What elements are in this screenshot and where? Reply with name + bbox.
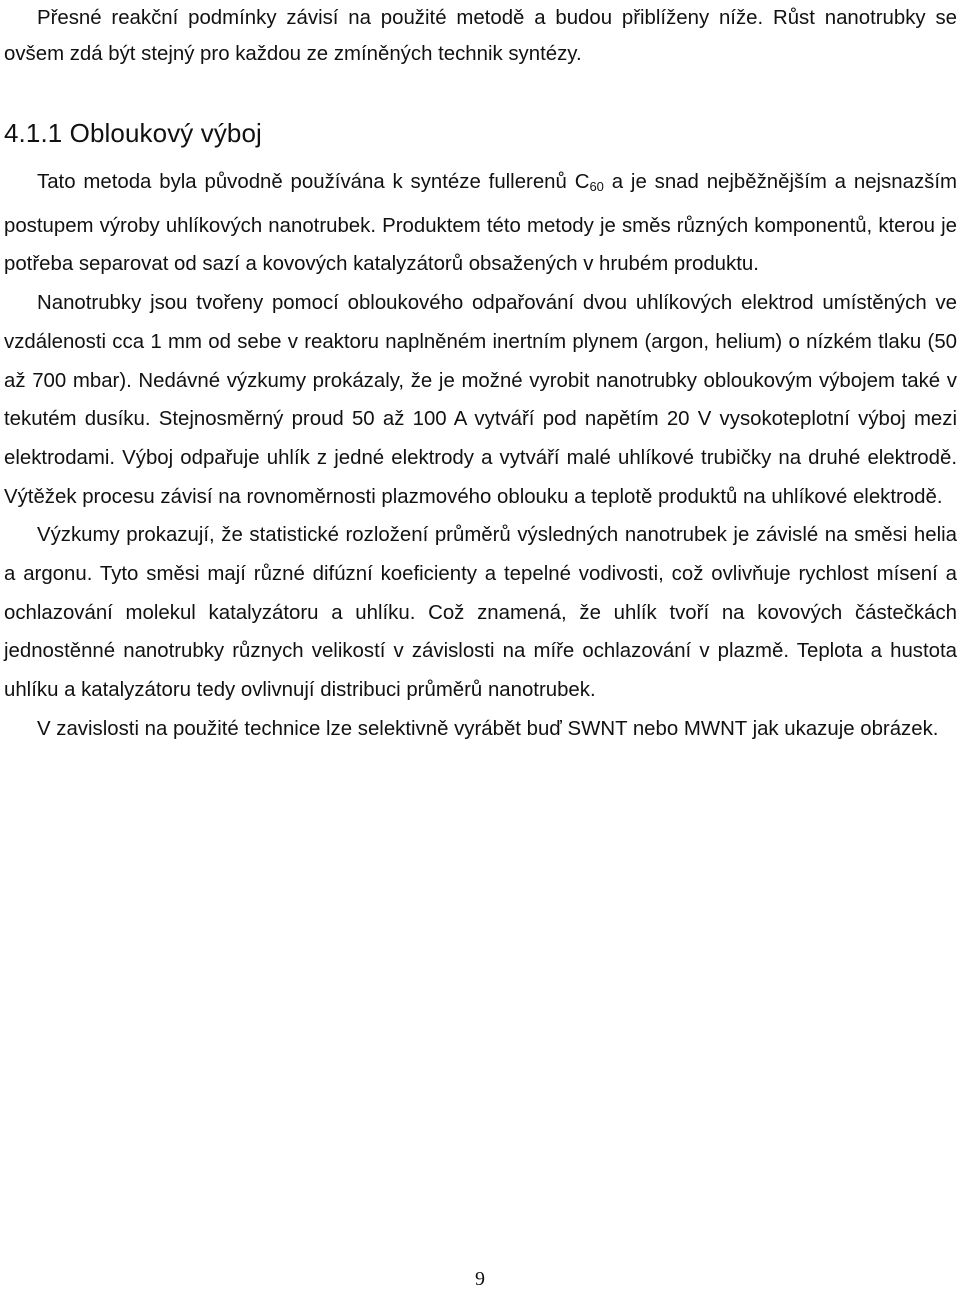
paragraph-1-start: Tato metoda byla původně používána k syntéze fullerenů C	[37, 171, 590, 193]
paragraph-2: Nanotrubky jsou tvořeny pomocí obloukového odpařování dvou uhlíkových elektrod umístěných ve vzdálenosti cca 1 mm od sebe v reaktoru naplněném inertním plynem (argon, helium) o nízkém tlaku (50 až 700 mbar). Nedávné výzkumy prokázaly, že je možné vyrobit nanotrubky obloukovým výbojem také v tekutém dusíku. Stejnosměrný proud 50 až 100 A vytváří pod napětím 20 V vysokoteplotní výboj mezi elektrodami. Výboj odpařuje uhlík z jedné elektrody a vytváří malé uhlíkové trubičky na druhé elektrodě. Výtěžek procesu závisí na rovnoměrnosti plazmového oblouku a teplotě produktů na uhlíkové elektrodě.	[4, 292, 957, 508]
intro-paragraph: Přesné reakční podmínky závisí na použité metodě a budou přiblíženy níže. Růst nanotrubky se ovšem zdá být stejný pro každou ze zmíněných technik syntézy.	[4, 7, 957, 65]
section-heading: 4.1.1 Obloukový výboj	[4, 118, 262, 148]
paragraph-1	[4, 163, 957, 284]
intro-block	[4, 0, 957, 72]
c60-subscript: 60	[589, 179, 604, 194]
paragraph-4: V zavislosti na použité technice lze selektivně vyrábět buď SWNT nebo MWNT jak ukazuje obrázek.	[37, 717, 939, 740]
body-block	[4, 163, 957, 749]
paragraph-3: Výzkumy prokazují, že statistické rozložení průměrů výsledných nanotrubek je závislé na směsi helia a argonu. Tyto směsi mají různé difúzní koeficienty a tepelné vodivosti, což ovlivňuje rychlost mísení a ochlazování molekul katalyzátoru a uhlíku. Což znamená, že uhlík tvoří na kovových částečkách jednostěnné nanotrubky různych velikostí v závislosti na míře ochlazování v plazmě. Teplota a hustota uhlíku a katalyzátoru tedy ovlivnují distribuci průměrů nanotrubek.	[4, 524, 957, 702]
page-number: 9	[475, 1268, 485, 1290]
paragraph-1-end: a je snad nejběžnějším a nejsnazším postupem výroby uhlíkových nanotrubek. Produktem této metody je směs různých komponentů, kterou je potřeba separovat od sazí a kovových katalyzátorů obsažených v hrubém produktu.	[4, 171, 957, 276]
